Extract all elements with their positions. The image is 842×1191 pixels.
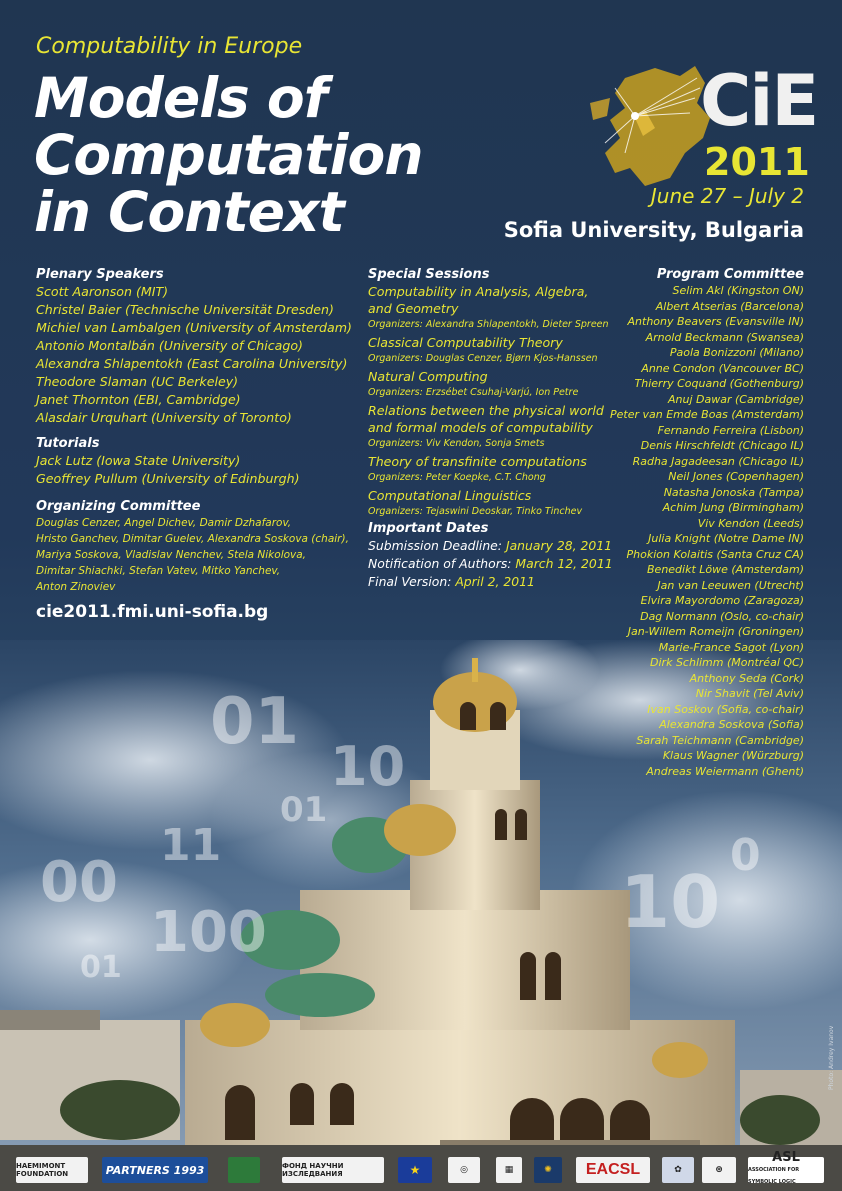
organizing-line: Anton Zinoviev (36, 581, 116, 593)
organizers-label: Organizers: (368, 438, 423, 449)
committee-member: Nir Shavit (Tel Aviv) (695, 687, 804, 700)
session-title: and formal models of computability (368, 420, 593, 435)
tree-logo-icon[interactable] (228, 1157, 260, 1183)
session-title: and Geometry (368, 301, 459, 316)
committee-member: Elvira Mayordomo (Zaragoza) (640, 594, 804, 607)
tutorials-heading: Tutorials (36, 436, 100, 451)
committee-member: Radha Jagadeesan (Chicago IL) (632, 454, 804, 468)
sponsor-logo[interactable]: EACSL (576, 1157, 650, 1183)
sponsor-logo[interactable]: HAEMIMONT FOUNDATION (16, 1157, 88, 1183)
committee-member: Dag Normann (Oslo, co-chair) (640, 609, 804, 623)
committee-member: Klaus Wagner (Würzburg) (662, 749, 804, 762)
binary-digits-decoration: 100 (150, 900, 267, 965)
committee-member: Benedikt Löwe (Amsterdam) (647, 563, 804, 576)
title-line: in Context (34, 180, 344, 244)
committee-member: Natasha Jonoska (Tampa) (663, 485, 804, 499)
committee-member: Albert Atserias (Barcelona) (655, 299, 804, 313)
program-committee-section (594, 267, 804, 779)
flower-logo-icon[interactable]: ✿ (662, 1157, 694, 1183)
plenary-speaker: Scott Aaronson (MIT) (36, 284, 169, 299)
series-name: Computability in Europe (36, 34, 303, 59)
plenary-speaker: Alasdair Urquhart (University of Toronto) (36, 410, 292, 425)
title-line: Computation (34, 123, 423, 187)
date-entry (368, 555, 628, 573)
tutorial-speaker: Jack Lutz (Iowa State University) (36, 453, 241, 468)
session-title: Computability in Analysis, Algebra, (368, 284, 589, 299)
committee-member: Andreas Weiermann (Ghent) (646, 764, 804, 778)
session-organizers (368, 470, 628, 485)
binary-digits-decoration: 0 (730, 830, 761, 881)
organizers-names: Tejaswini Deoskar, Tinko Tinchev (425, 506, 583, 517)
program-committee-list (594, 283, 804, 779)
committee-member: Selim Akl (Kingston ON) (672, 284, 804, 297)
session-title: Computational Linguistics (368, 488, 532, 503)
plenary-speaker: Theodore Slaman (UC Berkeley) (36, 374, 239, 389)
session-title: Classical Computability Theory (368, 335, 563, 350)
plenary-heading: Plenary Speakers (36, 267, 164, 282)
binary-digits-decoration: 11 (160, 820, 222, 871)
asl-logo[interactable] (748, 1150, 824, 1185)
binary-digits-decoration: 01 (210, 685, 300, 759)
organizing-line: Dimitar Shiachki, Stefan Vatev, Mitko Yanchev, (36, 565, 281, 577)
committee-member: Julia Knight (Notre Dame IN) (648, 532, 804, 545)
committee-member: Anne Condon (Vancouver BC) (641, 361, 804, 375)
plenary-section (36, 267, 366, 427)
photo-credit: Photo: Andrey Ivanov (828, 1025, 835, 1090)
session-title: Relations between the physical world (368, 403, 604, 418)
committee-member: Ivan Soskov (Sofia, co-chair) (647, 702, 804, 716)
committee-member: Dirk Schlimm (Montréal QC) (650, 656, 804, 669)
organizers-names: Alexandra Shlapentokh, Dieter Spreen (425, 319, 609, 330)
organizers-names: Viv Kendon, Sonja Smets (425, 438, 545, 449)
session-organizers (368, 385, 628, 400)
committee-member: Fernando Ferreira (Lisbon) (657, 423, 804, 437)
tutorials-section (36, 436, 366, 488)
title-line: Models of (34, 66, 327, 130)
committee-member: Neil Jones (Copenhagen) (668, 470, 804, 483)
plenary-speaker: Antonio Montalbán (University of Chicago) (36, 338, 303, 353)
committee-member: Anthony Beavers (Evansville IN) (627, 315, 804, 328)
sponsor-logo[interactable]: PARTNERS 1993 (102, 1157, 208, 1183)
poster-title (34, 66, 464, 244)
committee-member: Jan van Leeuwen (Utrecht) (657, 578, 804, 592)
committee-member: Achim Jung (Birmingham) (662, 501, 804, 514)
conference-year: 2011 (704, 140, 810, 184)
sessions-heading: Special Sessions (368, 267, 490, 282)
committee-member: Jan-Willem Romeijn (Groningen) (627, 625, 804, 638)
committee-member: Paola Bonizzoni (Milano) (669, 346, 804, 359)
organizing-section (36, 499, 366, 595)
organizing-heading: Organizing Committee (36, 499, 201, 514)
plenary-speaker: Janet Thornton (EBI, Cambridge) (36, 392, 241, 407)
plenary-speaker: Alexandra Shlapentokh (East Carolina University) (36, 356, 348, 371)
committee-member: Viv Kendon (Leeds) (697, 516, 804, 530)
organizing-line: Mariya Soskova, Vladislav Nenchev, Stela Nikolova, (36, 549, 307, 561)
committee-member: Marie-France Sagot (Lyon) (658, 640, 804, 654)
publisher-logo-icon[interactable]: ▦ (496, 1157, 522, 1183)
tutorial-speaker: Geoffrey Pullum (University of Edinburgh) (36, 471, 300, 486)
organizers-label: Organizers: (368, 506, 423, 517)
conference-venue: Sofia University, Bulgaria (503, 218, 804, 242)
committee-member: Thierry Coquand (Gothenburg) (634, 377, 804, 390)
organizers-label: Organizers: (368, 319, 423, 330)
program-committee-heading: Program Committee (656, 267, 804, 282)
binary-digits-decoration: 00 (40, 850, 118, 915)
special-sessions-section (368, 267, 628, 521)
session-organizers (368, 504, 628, 519)
date-value: April 2, 2011 (455, 574, 535, 589)
binary-digits-decoration: 10 (330, 735, 406, 798)
session-title: Natural Computing (368, 369, 488, 384)
binary-digits-decoration: 01 (280, 790, 328, 830)
committee-member: Anthony Seda (Cork) (689, 671, 804, 685)
plenary-speaker: Michiel van Lambalgen (University of Amsterdam) (36, 320, 352, 335)
committee-member: Peter van Emde Boas (Amsterdam) (610, 408, 804, 421)
organizers-names: Peter Koepke, C.T. Chong (425, 472, 546, 483)
eco-logo-icon[interactable]: ◎ (448, 1157, 480, 1183)
circle-logo-icon[interactable]: ⊛ (702, 1157, 736, 1183)
date-entry (368, 537, 628, 555)
committee-member: Denis Hirschfeldt (Chicago IL) (640, 439, 804, 452)
committee-member: Phokion Kolaitis (Santa Cruz CA) (626, 547, 804, 561)
organizing-line: Douglas Cenzer, Angel Dichev, Damir Dzhafarov, (36, 517, 292, 529)
organizers-label: Organizers: (368, 472, 423, 483)
organizers-names: Douglas Cenzer, Bjørn Kjos-Hanssen (425, 353, 598, 364)
date-value: January 28, 2011 (505, 538, 613, 553)
sponsor-logos-bar (0, 1149, 842, 1191)
asl-full-name: ASSOCIATION FOR SYMBOLIC LOGIC (748, 1167, 800, 1185)
dates-heading: Important Dates (368, 521, 489, 536)
asl-abbr: ASL (772, 1150, 800, 1165)
committee-member: Anuj Dawar (Cambridge) (667, 392, 804, 406)
organizers-names: Erzsébet Csuhaj-Varjú, Ion Petre (425, 387, 579, 398)
organizers-label: Organizers: (368, 387, 423, 398)
cie-logo-text: CiE (700, 60, 818, 142)
binary-digits-decoration: 01 (80, 950, 122, 985)
plenary-speaker: Christel Baier (Technische Universität Dresden) (36, 302, 334, 317)
date-label: Submission Deadline: (368, 538, 502, 553)
date-entry (368, 573, 628, 591)
committee-member: Alexandra Soskova (Sofia) (659, 718, 804, 731)
sponsor-logo[interactable]: ФОНД НАУЧНИ ИЗСЛЕДВАНИЯ (282, 1157, 384, 1183)
date-value: March 12, 2011 (515, 556, 613, 571)
date-label: Final Version: (368, 574, 452, 589)
nsf-logo-icon[interactable]: ✺ (534, 1157, 562, 1183)
session-organizers (368, 436, 628, 451)
organizers-label: Organizers: (368, 353, 423, 364)
committee-member: Sarah Teichmann (Cambridge) (636, 733, 804, 747)
organizing-line: Hristo Ganchev, Dimitar Guelev, Alexandra Soskova (chair), (36, 533, 349, 545)
session-organizers (368, 317, 628, 332)
conference-url[interactable]: cie2011.fmi.uni-sofia.bg (36, 602, 269, 622)
committee-member: Arnold Beckmann (Swansea) (645, 330, 804, 344)
session-organizers (368, 351, 628, 366)
eu-flag-icon[interactable]: ★ (398, 1157, 432, 1183)
date-label: Notification of Authors: (368, 556, 512, 571)
session-title: Theory of transfinite computations (368, 454, 587, 469)
important-dates-section (368, 521, 628, 591)
binary-digits-decoration: 10 (620, 860, 721, 944)
conference-dates: June 27 – July 2 (650, 184, 804, 208)
